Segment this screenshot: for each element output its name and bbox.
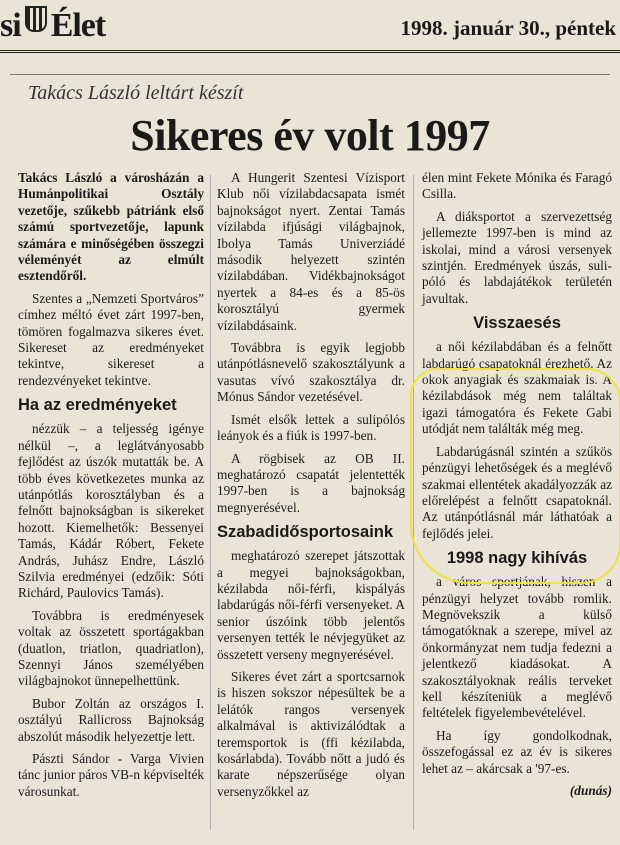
paragraph: A rögbisek az OB II. meghatározó csapatát jelentették 1997-ben is a bajnokság megnyerésével. bbox=[217, 450, 405, 515]
article-column-2 bbox=[217, 170, 405, 806]
paragraph: Labdarúgásnál szintén a szűkös pénzügyi lehetőségek és a meglévő szakmai ellentétek akadályozzák az előrelépést a felnőtt csapatoknál. Az utánpótlásnál már láthatóak a fejlődés jelei. bbox=[422, 443, 612, 541]
article-lead: Takács László a városházán a Humánpolitikai Osztály vezetője, szűkebb pátriánk első számú sportvezetője, lapunk számára e minőségében összegzi véleményét az elmúlt esztendőről. bbox=[18, 170, 204, 284]
paragraph: Továbbra is eredményesek voltak az összetett sportágakban (duatlon, triatlon, quadriatlon), Szennyi János személyében világbajnokot ünnepelhettünk. bbox=[18, 607, 204, 689]
article-column-1 bbox=[18, 170, 204, 806]
paragraph: a női kézilabdában és a felnőtt labdarúgó csapatoknál érezhető. Az okok anyagiak és szakmaiak is. A kézilabdások még nem találtak igazi támogatóra és Fekete Gabi utódját nem találták még meg. bbox=[422, 339, 612, 437]
subheading: Visszaesés bbox=[473, 314, 561, 333]
author-signature: (dunás) bbox=[569, 783, 612, 798]
paragraph: A Hungerit Szentesi Vízisport Klub női vízilabdacsapata ismét bajnokságot nyert. Zentai Tamás vízilabda ifjúsági világbajnok, Ibolya Tamás Univerziádé második helyezett szintén vízilabdában. Vidékbajnokságot nyertek a 84-es és a 85-ös korosztályú gyermek vízilabdásaink. bbox=[217, 170, 405, 333]
column-divider bbox=[210, 175, 211, 830]
newspaper-logo bbox=[0, 6, 105, 45]
paragraph: nézzük – a teljesség igénye nélkül –, a leglátványosabb fejlődést az úszók mutatták be. A több éves következetes munka az utánpótlás korosztályban és a felnőtt bajnokságban is sikereket hozott. Kiemelhetők: Bessenyei Tamás, Kádár Róbert, Fekete András, Juhász Endre, László Szilvia eredményei (edzőik: Sóti Richárd, Paulovics Tamás). bbox=[18, 421, 204, 601]
paragraph: élen mint Fekete Mónika és Faragó Csilla. bbox=[422, 170, 612, 202]
paragraph: Továbbra is egyik legjobb utánpótlásnevelő szakosztályunk a vasutas vívó szakosztálya dr. Mónus Sándor vezetésével. bbox=[217, 340, 405, 405]
paragraph: Sikeres évet zárt a sportcsarnok is hiszen sokszor népesültek be a lelátók rangos versenyek alkalmával is aktivizálódtak a teremsportok is (ffi kézilabda, kosárlabda). Tovább nőtt a judó és karate népszerűsége olyan versenyzőkkel az bbox=[217, 668, 405, 799]
paragraph: Bubor Zoltán az országos I. osztályú Rallicross Bajnokság abszolút második helyezettje lett. bbox=[18, 695, 204, 744]
paragraph: Ismét elsők lettek a sulipólós leányok és a fiúk is 1997-ben. bbox=[217, 411, 405, 444]
article-kicker: Takács László leltárt készít bbox=[28, 82, 244, 104]
paragraph: A diáksportot a szervezettség jellemezte 1997-ben is mind az iskolai, mind a városi versenyek szintjén. Eredmények úszás, suli-póló és labdajátékok területén javultak. bbox=[422, 208, 612, 306]
subheading: 1998 nagy kihívás bbox=[446, 549, 588, 568]
paragraph: Ha így gondolkodnak, összefogással ez az év is sikeres lehet az – akárcsak a '97-es. bbox=[422, 727, 612, 776]
header-rule bbox=[10, 74, 610, 75]
issue-date: 1998. január 30., péntek bbox=[400, 16, 616, 40]
subheading: Szabadidősportosaink bbox=[217, 523, 394, 542]
logo-text-start: si bbox=[0, 7, 21, 44]
paragraph: Pászti Sándor - Varga Vivien tánc junior páros VB-n képviselték városunkat. bbox=[18, 751, 204, 799]
logo-text-end: Élet bbox=[50, 7, 106, 44]
column-divider bbox=[413, 175, 414, 830]
article-headline: Sikeres év volt 1997 bbox=[130, 111, 490, 160]
paragraph: Szentes a „Nemzeti Sportváros” címhez méltó évet zárt 1997-ben, tömören fogalmazva sikeres évet. Sikereset az eredményeket tekintve, sikereset a rendezvényeket tekintve. bbox=[18, 290, 204, 388]
crest-icon bbox=[25, 6, 47, 32]
subheading: Ha az eredményeket bbox=[18, 396, 177, 415]
article-column-3 bbox=[422, 170, 612, 805]
paragraph: meghatározó szerepet játszottak a megyei bajnokságokban, kézilabda női-férfi, kispályás labdarúgás női-férfi versenyeket. A senior úszóink több jelentős versenyen tették le névjegyüket az összetett verseny megnyerésével. bbox=[217, 548, 405, 662]
paragraph: a város sportjának, hiszen a pénzügyi helyzet tovább romlik. Megnövekszik a külső támogatóknak a szerepe, mivel az önkormányzat nem tudja fedezni a jelentkező kiadásokat. A szakosztályoknak reális terveket kell készíteniük a meglévő feltételek figyelembevételével. bbox=[422, 574, 612, 721]
masthead bbox=[0, 0, 620, 53]
